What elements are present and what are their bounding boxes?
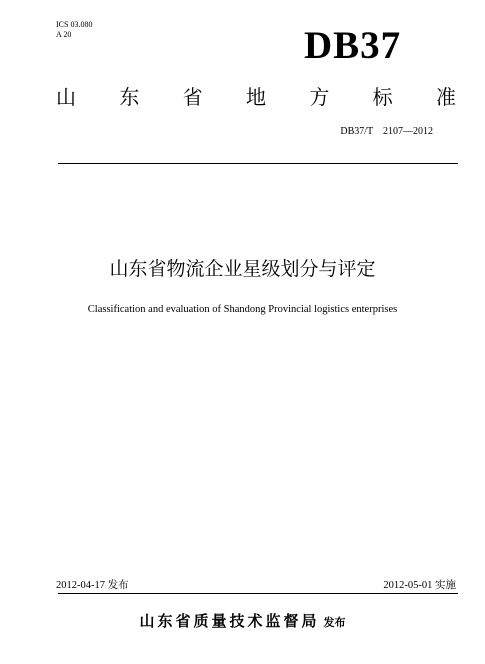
publish-date: 2012-04-17 发布 xyxy=(56,580,129,591)
standard-type-char: 方 xyxy=(309,85,330,109)
standard-number: DB37/T 2107—2012 xyxy=(340,126,433,137)
standard-type-char: 准 xyxy=(435,85,456,109)
chinese-title: 山东省物流企业星级划分与评定 xyxy=(109,258,376,280)
standard-type-char: 标 xyxy=(372,85,393,109)
issuer-name: 山东省质量技术监督局 xyxy=(139,612,320,630)
bottom-divider xyxy=(58,593,458,594)
standard-type-char: 省 xyxy=(182,85,203,109)
classification-codes xyxy=(56,20,92,40)
standard-type-char: 山 xyxy=(56,85,76,109)
standard-type-char: 东 xyxy=(119,85,140,109)
issue-word: 发布 xyxy=(323,616,346,629)
implement-date: 2012-05-01 实施 xyxy=(383,580,456,591)
standard-code-logo: DB37 xyxy=(304,24,402,67)
standard-type-heading xyxy=(56,84,456,110)
issuer-line xyxy=(0,611,485,633)
ics-code: ICS 03.080 xyxy=(56,20,93,29)
standard-type-char: 地 xyxy=(245,85,266,109)
category-code: A 20 xyxy=(56,30,72,39)
english-title: Classification and evaluation of Shandong Provincial logistics enterprises xyxy=(87,304,398,315)
top-divider xyxy=(58,163,458,164)
